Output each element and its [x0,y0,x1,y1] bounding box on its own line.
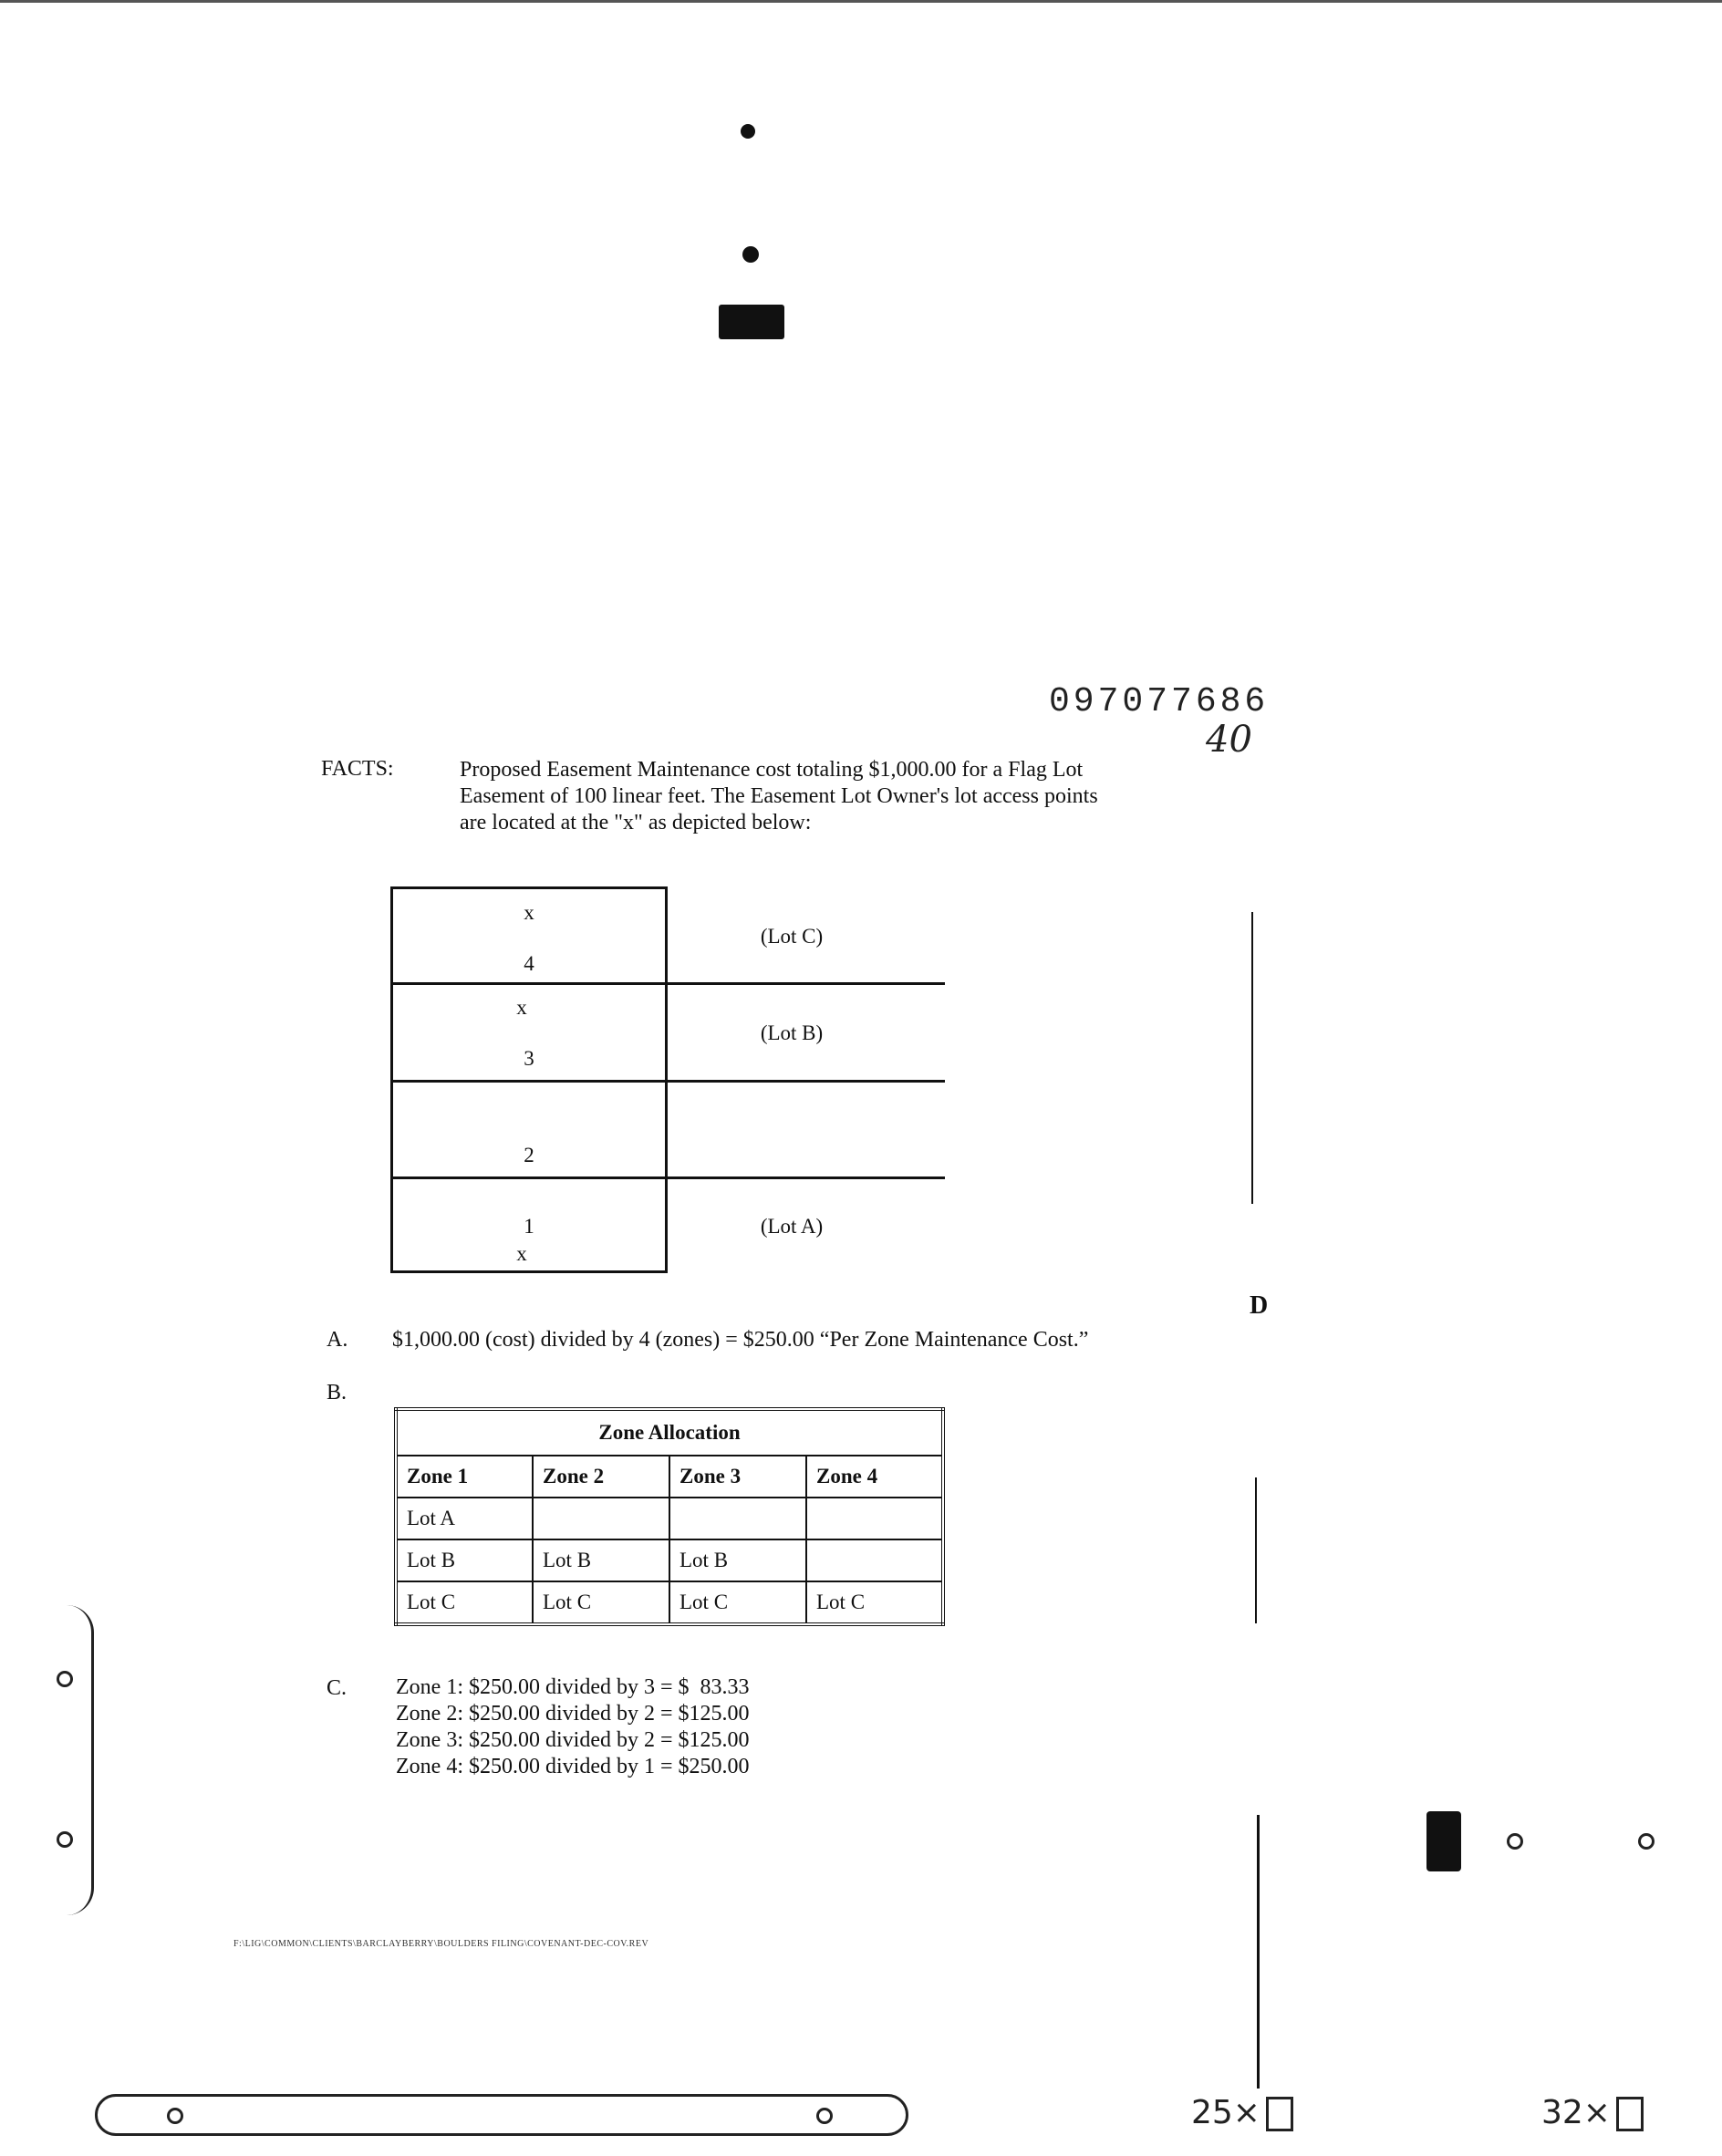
punch-hole-icon [167,2108,183,2124]
margin-rule [1255,1477,1257,1623]
calculation-line: Zone 3: $250.00 divided by 2 = $125.00 [396,1728,750,1752]
table-cell: Lot A [396,1498,533,1539]
table-header: Zone 4 [806,1456,943,1498]
document-number: 097077686 [1049,682,1270,721]
zone-allocation-table [394,1407,945,1626]
table-cell [806,1498,943,1539]
zone-3-marker: x [516,996,527,1019]
table-cell: Lot C [396,1581,533,1624]
zone-2-boundary [668,1176,945,1179]
step-c-calculations [396,1674,750,1780]
table-cell: Lot B [396,1539,533,1581]
margin-side-letter: D [1250,1291,1269,1320]
size-marker-2 [1541,2094,1644,2131]
margin-rule [1257,1815,1260,2089]
scan-dark-block [1426,1811,1461,1871]
table-cell: Lot C [533,1581,669,1624]
table-header: Zone 1 [396,1456,533,1498]
table-cell: Lot C [806,1581,943,1624]
scan-line-top [0,0,1722,3]
step-c-letter: C. [327,1676,348,1700]
handwritten-page-note: 40 [1206,719,1252,761]
step-b-letter: B. [327,1381,348,1405]
zone-2-divider [390,1176,668,1179]
zone-4-number: 4 [524,952,534,975]
zone-1-marker: x [516,1242,527,1265]
table-cell: Lot B [533,1539,669,1581]
table-header: Zone 2 [533,1456,669,1498]
punch-hole-icon [1638,1833,1655,1850]
zone-4-boundary [668,982,945,985]
facts-label: FACTS: [321,757,394,781]
margin-rule [1251,912,1253,1204]
step-a-text: $1,000.00 (cost) divided by 4 (zones) = $250.00 “Per Zone Maintenance Cost.” [392,1328,1089,1352]
zone-3-number: 3 [524,1047,534,1070]
table-header: Zone 3 [669,1456,806,1498]
scan-dot-middle [742,246,759,263]
zone-1-number: 1 [524,1215,534,1238]
easement-diagram [390,886,945,1277]
table-cell [806,1539,943,1581]
size-box-icon [1616,2097,1644,2131]
calculation-line: Zone 2: $250.00 divided by 2 = $125.00 [396,1702,750,1726]
zone-3-divider [390,1080,668,1083]
size-marker-text: 25× [1191,2094,1260,2131]
size-marker-1 [1191,2094,1293,2131]
scan-dot-top [741,124,755,139]
scan-redaction-block [719,305,784,339]
zone-4-divider [390,982,668,985]
zone-3-lot-label: (Lot B) [760,1021,824,1044]
punch-hole-icon [1507,1833,1523,1850]
calculation-line: Zone 4: $250.00 divided by 1 = $250.00 [396,1755,750,1778]
bottom-binding-strip [95,2094,908,2136]
left-binding-bracket [55,1605,94,1915]
zone-1-lot-label: (Lot A) [760,1215,824,1238]
zone-4-marker: x [524,901,534,924]
step-a-letter: A. [327,1328,348,1352]
size-marker-text: 32× [1541,2094,1611,2131]
file-path-footer: F:\LIG\COMMON\CLIENTS\BARCLAYBERRY\BOULDERS FILING\COVENANT-DEC-COV.REV [233,1939,649,1949]
punch-hole-icon [57,1671,73,1687]
table-cell: Lot C [669,1581,806,1624]
zone-3-boundary [668,1080,945,1083]
table-cell [669,1498,806,1539]
table-row [396,1539,943,1581]
punch-hole-icon [816,2108,833,2124]
table-row [396,1498,943,1539]
calculation-line: Zone 1: $250.00 divided by 3 = $ 83.33 [396,1675,750,1699]
punch-hole-icon [57,1831,73,1848]
table-caption: Zone Allocation [396,1409,943,1456]
table-cell [533,1498,669,1539]
zone-4-lot-label: (Lot C) [760,925,824,948]
zone-2-number: 2 [524,1144,534,1166]
size-box-icon [1266,2097,1293,2131]
facts-text: Proposed Easement Maintenance cost totaling $1,000.00 for a Flag Lot Easement of 100 linear feet. The Easement Lot Owner's lot access points are located at the "x" as depicted below: [460,758,1098,834]
table-cell: Lot B [669,1539,806,1581]
table-row [396,1581,943,1624]
